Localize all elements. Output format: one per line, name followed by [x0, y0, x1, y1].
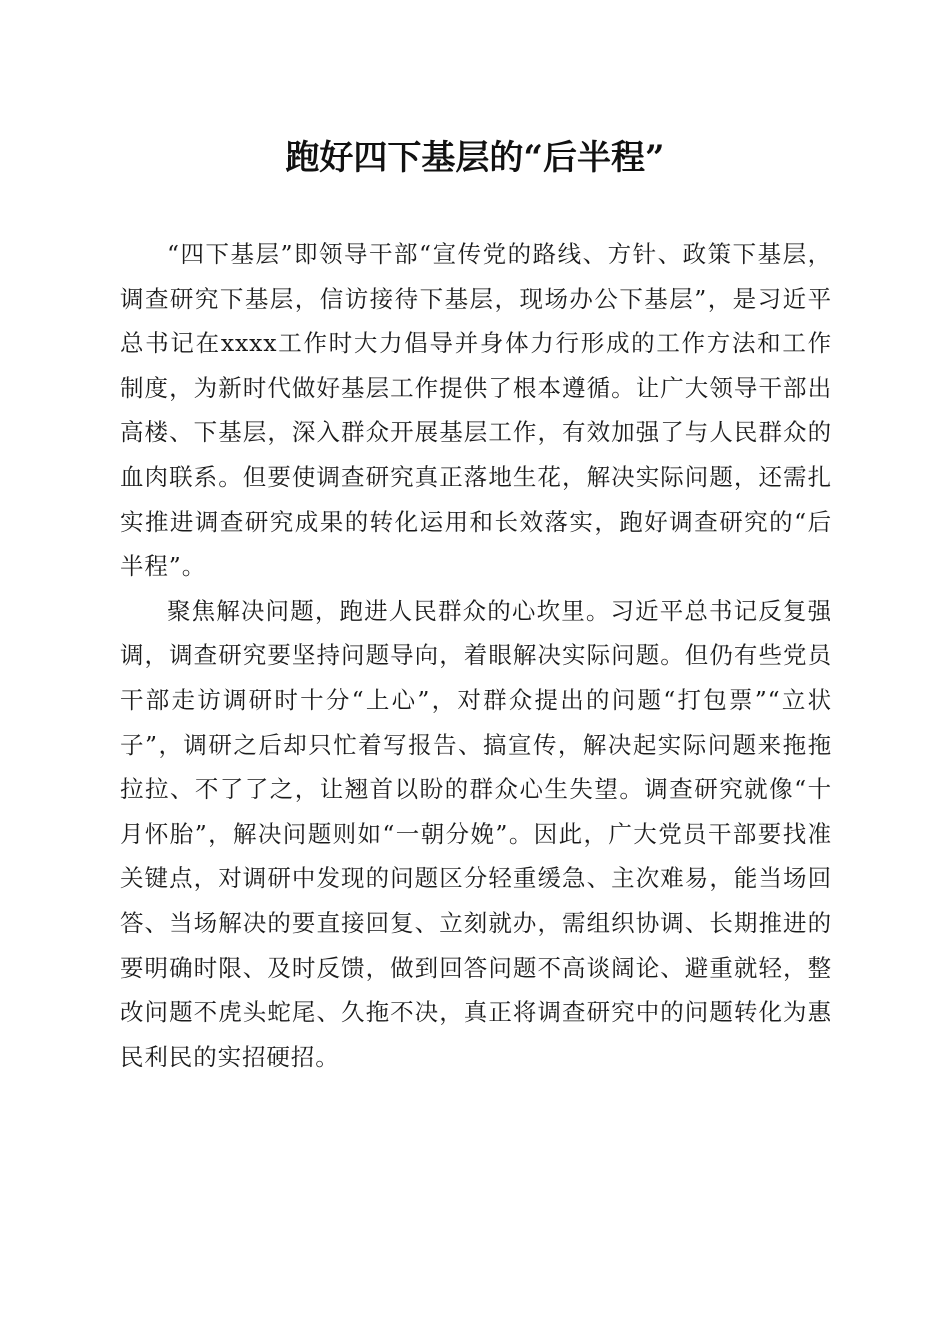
paragraph-2: 聚焦解决问题，跑进人民群众的心坎里。习近平总书记反复强调，调查研究要坚持问题导向，着眼解决实际问题。但仍有些党员干部走访调研时十分“上心”，对群众提出的问题“打包票”“立状子”，调研之后却只忙着写报告、搞宣传，解决起实际问题来拖拖拉拉、不了了之，让翘首以盼的群众心生失望。调查研究就像“十月怀胎”，解决问题则如“一朝分娩”。因此，广大党员干部要找准关键点，对调研中发现的问题区分轻重缓急、主次难易，能当场回答、当场解决的要直接回复、立刻就办，需组织协调、长期推进的要明确时限、及时反馈，做到回答问题不高谈阔论、避重就轻，整改问题不虎头蛇尾、久拖不决，真正将调查研究中的问题转化为惠民利民的实招硬招。: [120, 596, 832, 1071]
document-body: [120, 232, 832, 1079]
document-title: 跑好四下基层的“后半程”: [285, 138, 665, 178]
paragraph-1: “四下基层”即领导干部“宣传党的路线、方针、政策下基层，调查研究下基层，信访接待下基层，现场办公下基层”，是习近平总书记在xxxx工作时大力倡导并身体力行形成的工作方法和工作制度，为新时代做好基层工作提供了根本遵循。让广大领导干部出高楼、下基层，深入群众开展基层工作，有效加强了与人民群众的血肉联系。但要使调查研究真正落地生花，解决实际问题，还需扎实推进调查研究成果的转化运用和长效落实，跑好调查研究的“后半程”。: [120, 240, 832, 581]
